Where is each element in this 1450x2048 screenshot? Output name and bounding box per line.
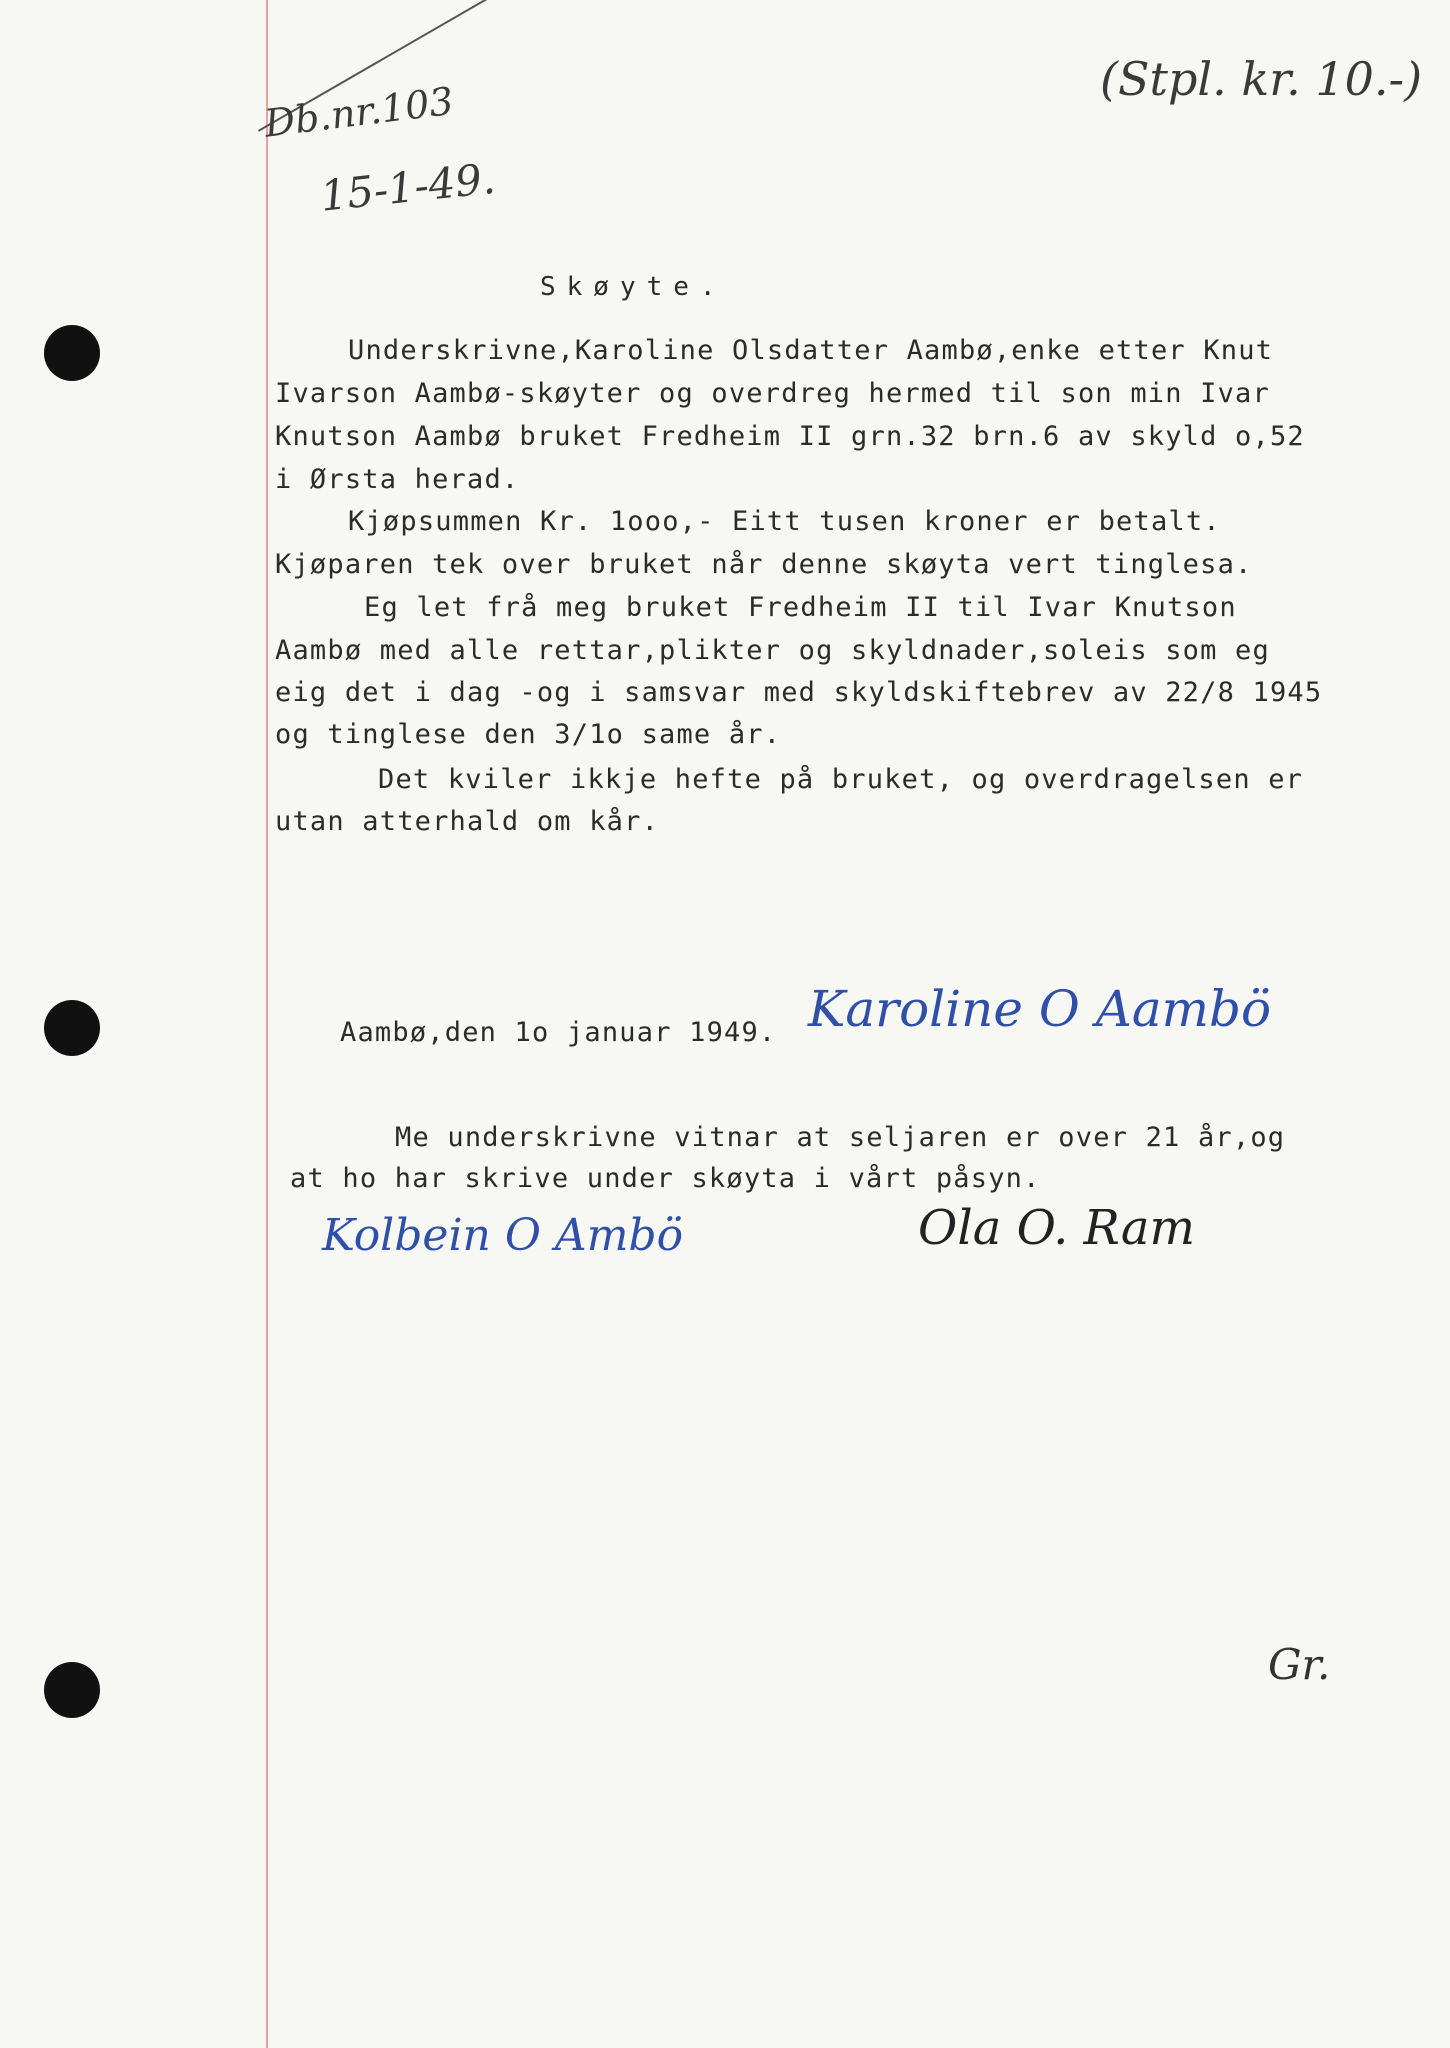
punch-hole xyxy=(44,1662,100,1718)
body-line: Knutson Aambø bruket Fredheim II grn.32 brn.6 av skyld o,52 xyxy=(275,421,1305,452)
document-title: Skøyte. xyxy=(540,272,727,302)
punch-hole xyxy=(44,325,100,381)
seller-signature: Karoline O Aambö xyxy=(808,980,1272,1038)
handwritten-initial: Gr. xyxy=(1268,1640,1331,1689)
date-line: Aambø,den 1o januar 1949. xyxy=(340,1017,777,1048)
body-line: Kjøparen tek over bruket når denne skøyta vert tinglesa. xyxy=(275,549,1253,580)
handwritten-stamp-fee: (Stpl. kr. 10.-) xyxy=(1100,52,1423,106)
body-line: Kjøpsummen Kr. 1ooo,- Eitt tusen kroner er betalt. xyxy=(348,506,1221,537)
body-line: Eg let frå meg bruket Fredheim II til Ivar Knutson xyxy=(364,592,1237,623)
body-line: Aambø med alle rettar,plikter og skyldnader,soleis som eg xyxy=(275,635,1270,666)
margin-line xyxy=(266,0,268,2048)
body-line: Ivarson Aambø-skøyter og overdreg hermed til son min Ivar xyxy=(275,378,1270,409)
body-line: eig det i dag -og i samsvar med skyldskiftebrev av 22/8 1945 xyxy=(275,677,1323,708)
punch-hole xyxy=(44,1000,100,1056)
body-line: Underskrivne,Karoline Olsdatter Aambø,enke etter Knut xyxy=(348,335,1274,366)
witness-line: at ho har skrive under skøyta i vårt påsyn. xyxy=(290,1163,1041,1194)
body-line: utan atterhald om kår. xyxy=(275,806,660,837)
body-line: i Ørsta herad. xyxy=(275,464,520,495)
witness-line: Me underskrivne vitnar at seljaren er over 21 år,og xyxy=(395,1122,1286,1153)
body-line: og tinglese den 3/1o same år. xyxy=(275,719,782,750)
witness-signature-2: Ola O. Ram xyxy=(918,1200,1196,1256)
handwritten-reference-date: 15-1-49. xyxy=(318,153,498,221)
handwritten-reference-number: Db.nr.103 xyxy=(262,78,456,146)
witness-signature-1: Kolbein O Ambö xyxy=(322,1210,684,1261)
body-line: Det kviler ikkje hefte på bruket, og overdragelsen er xyxy=(378,764,1304,795)
